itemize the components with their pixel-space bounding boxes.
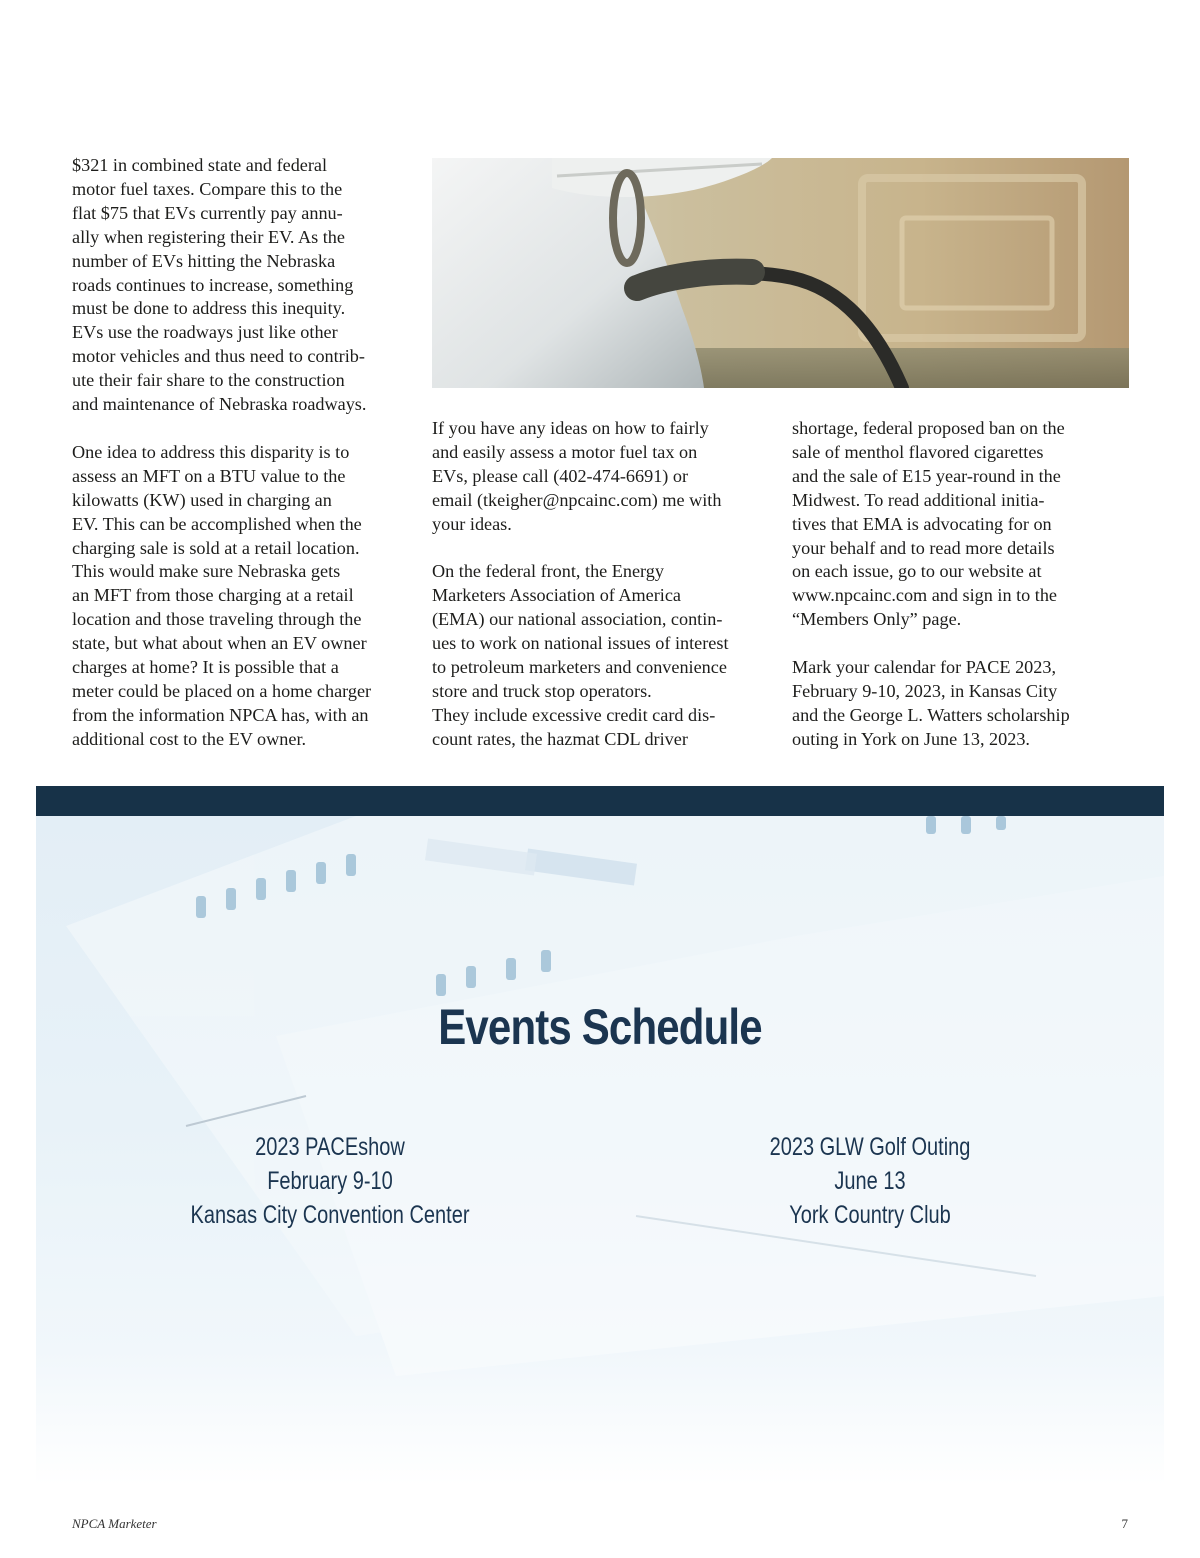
article-column-2: If you have any ideas on how to fairly and easily assess a motor fuel tax on EVs, please call (402-474-6691) or email (tkeigher@npcainc.com) me with your ideas. On the federal front, the Energy Marketers Association of America (EMA) our national association, contin- ues to work on national issues of interest to petroleum marketers and convenience store and truck stop operators. They include excessive credit card dis- count rates, the hazmat CDL driver: [432, 418, 729, 749]
event-item: [650, 1130, 1090, 1232]
events-schedule-title: Events Schedule: [438, 999, 762, 1055]
event-date: February 9-10: [267, 1167, 393, 1195]
article-column-1: $321 in combined state and federal motor fuel taxes. Compare this to the flat $75 that EVs currently pay annu- ally when registering their EV. As the number of EVs hitting the Nebraska roads continues to increase, something must be done to address this inequity. EVs use the roadways just like other motor vehicles and thus need to contrib- ute their fair share to the construction and maintenance of Nebraska roadways. One idea to address this disparity is to assess an MFT on a BTU value to the kilowatts (KW) used in charging an EV. This can be accomplished when the charging sale is sold at a retail location. This would make sure Nebraska gets an MFT from those charging at a retail location and those traveling through the state, but what about when an EV owner charges at home? It is possible that a meter could be placed on a home charger from the information NPCA has, with an additional cost to the EV owner.: [72, 155, 372, 749]
event-item: [110, 1130, 550, 1232]
footer-page-number: 7: [1121, 1516, 1128, 1531]
event-location: Kansas City Convention Center: [190, 1201, 470, 1229]
events-header-band: [36, 786, 1164, 816]
article-column-3: shortage, federal proposed ban on the sale of menthol flavored cigarettes and the sale of E15 year-round in the Midwest. To read additional initia- tives that EMA is advocating for on your behalf and to read more details on each issue, go to our website at www.npcainc.com and sign in to the “Members Only” page. Mark your calendar for PACE 2023, February 9-10, 2023, in Kansas City and the George L. Watters scholarship outing in York on June 13, 2023.: [792, 418, 1070, 749]
event-name: 2023 PACEshow: [255, 1133, 405, 1161]
footer-publication: NPCA Marketer: [72, 1516, 157, 1531]
event-date: June 13: [834, 1167, 906, 1195]
event-name: 2023 GLW Golf Outing: [769, 1133, 971, 1161]
ev-charging-photo: [432, 158, 1129, 388]
event-location: York Country Club: [789, 1201, 951, 1229]
